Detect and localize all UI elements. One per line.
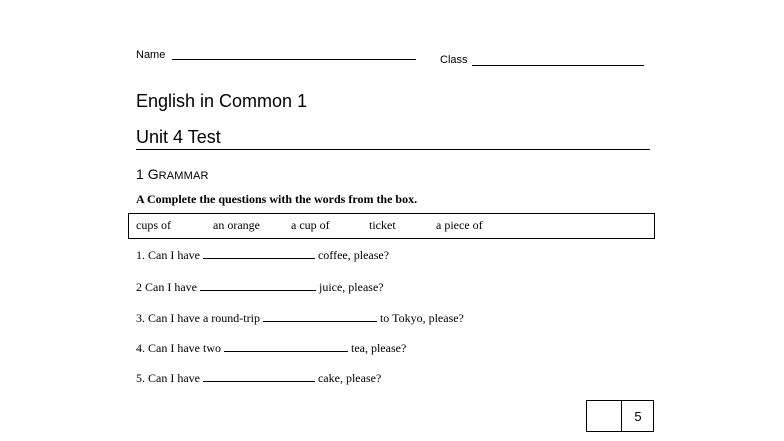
word-box-item: ticket (369, 218, 396, 232)
answer-blank[interactable] (203, 248, 315, 259)
unit-title: Unit 4 Test (136, 127, 221, 147)
question-1 (136, 248, 389, 263)
question-3 (136, 311, 464, 326)
answer-blank[interactable] (224, 341, 348, 352)
word-box-item: an orange (213, 218, 260, 232)
question-2 (136, 280, 384, 295)
question-text: 3. Can I have a round-trip (136, 311, 263, 325)
exercise-instruction: A Complete the questions with the words from the box. (136, 192, 418, 206)
word-box-item: a piece of (436, 218, 483, 232)
question-text: 2 Can I have (136, 280, 200, 294)
question-text: tea, please? (347, 341, 407, 355)
name-field-line[interactable] (172, 59, 416, 60)
section-small-caps: RAMMAR (158, 170, 209, 182)
book-title: English in Common 1 (136, 91, 308, 111)
question-text: to Tokyo, please? (376, 311, 464, 325)
section-cap-letter: G (147, 166, 159, 182)
answer-blank[interactable] (263, 311, 377, 322)
question-text: 5. Can I have (136, 371, 203, 385)
title-divider (136, 149, 650, 150)
answer-blank[interactable] (200, 280, 316, 291)
word-box (128, 213, 655, 239)
question-4 (136, 341, 406, 356)
question-5 (136, 371, 381, 386)
score-total: 5 (634, 409, 642, 424)
word-box-item: a cup of (291, 218, 330, 232)
question-text: 4. Can I have two (136, 341, 224, 355)
word-box-item: cups of (136, 218, 171, 232)
answer-blank[interactable] (203, 371, 315, 382)
question-text: juice, please? (315, 280, 384, 294)
question-text: coffee, please? (314, 248, 390, 262)
section-title (136, 166, 209, 182)
name-label: Name (136, 49, 166, 61)
score-entry-cell[interactable] (587, 401, 621, 431)
question-text: 1. Can I have (136, 248, 203, 262)
question-text: cake, please? (314, 371, 382, 385)
class-label: Class (440, 54, 468, 66)
section-number: 1 (136, 166, 144, 182)
class-field-line[interactable] (472, 65, 644, 66)
score-box (586, 400, 654, 432)
